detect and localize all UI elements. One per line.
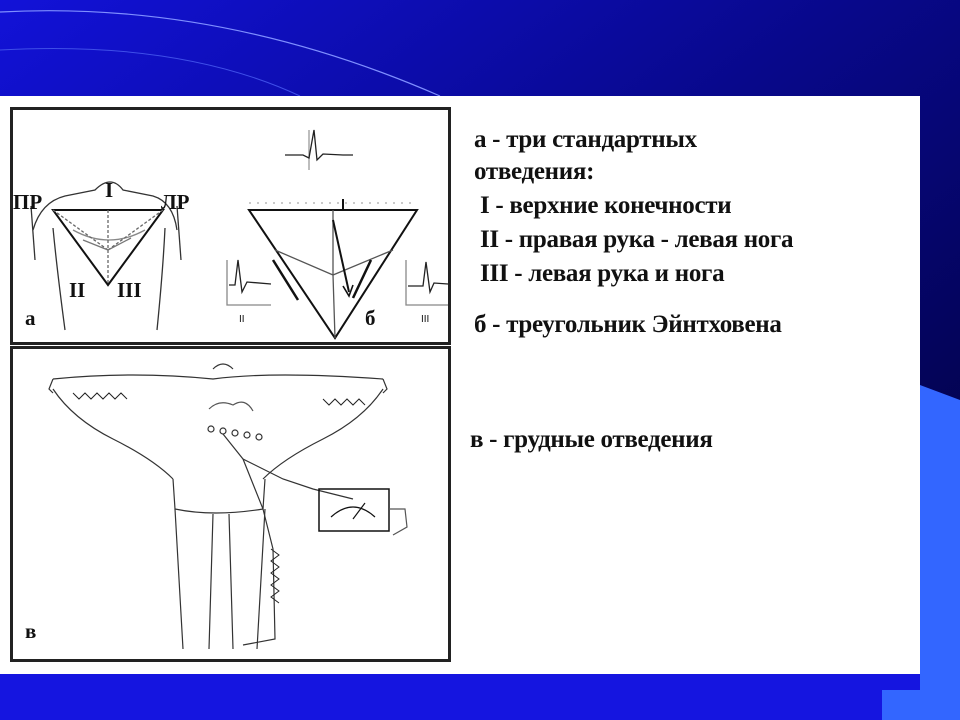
right-arm-label: ПР: [13, 190, 43, 214]
legend-line-4: II - правая рука - левая нога: [480, 226, 794, 253]
panel-v-label: в: [25, 619, 37, 643]
trace-iii-label: III: [421, 314, 430, 325]
standard-leads-figure: [10, 107, 451, 345]
legend-line-7: в - грудные отведения: [470, 426, 713, 453]
legend-line-2: отведения:: [474, 158, 595, 185]
lead-iii-label: III: [117, 278, 142, 302]
trace-ii-label: II: [239, 314, 245, 325]
panel-a-label: а: [25, 306, 36, 330]
content-panel: [0, 96, 920, 674]
lead-i-label: I: [105, 178, 114, 202]
chest-leads-figure: [10, 346, 451, 662]
legend-line-5: III - левая рука и нога: [480, 260, 725, 287]
panel-b-label: б: [365, 306, 376, 330]
chest-leads-drawing: [13, 349, 448, 659]
legend-line-1: а - три стандартных: [474, 126, 697, 153]
legend-line-6: б - треугольник Эйнтховена: [474, 311, 782, 338]
lead-ii-label: II: [69, 278, 86, 302]
legend-line-3: I - верхние конечности: [480, 192, 732, 219]
standard-leads-drawing: [13, 110, 448, 342]
left-arm-label: ЛР: [161, 190, 190, 214]
